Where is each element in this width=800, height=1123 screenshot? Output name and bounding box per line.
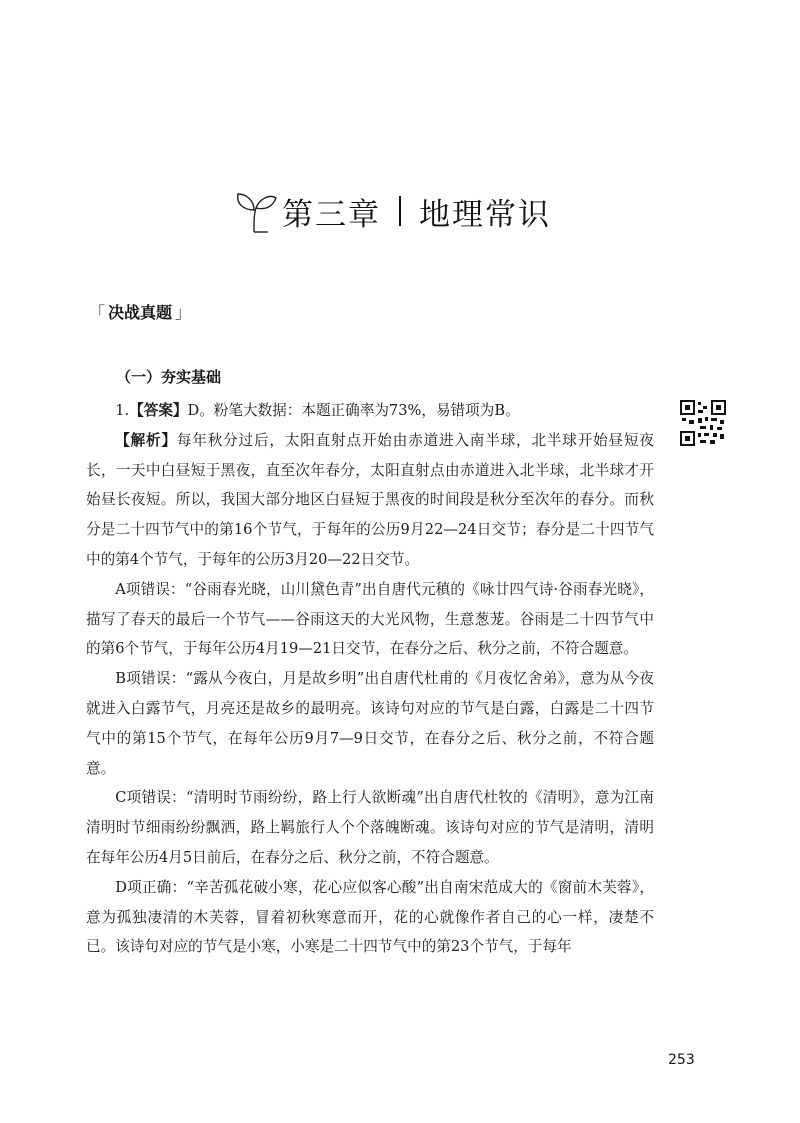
subsection-heading: （一）夯实基础 <box>116 368 222 386</box>
chapter-name: 地理常识 <box>419 196 551 233</box>
option-c-paragraph: C项错误：“清明时节雨纷纷，路上行人欲断魂”出自唐代杜牧的《清明》，意为江南清明时节细雨纷纷飘洒，路上羁旅行人个个落魄断魂。该诗句对应的节气是清明，清明在每年公历4月5日前后，在春分之后、秋分之前，不符合题意。 <box>86 789 654 866</box>
option-a-paragraph: A项错误：“谷雨春光晓，山川黛色青”出自唐代元稹的《咏廿四气诗·谷雨春光晓》，描写了春天的最后一个节气——谷雨这天的大光风物，生意葱茏。谷雨是二十四节气中的第6个节气，于每年公历4月19—21日交节，在春分之后、秋分之前，不符合题意。 <box>86 580 654 658</box>
question-body <box>86 396 654 962</box>
analysis-text: 每年秋分过后，太阳直射点开始由赤道进入南半球，北半球开始昼短夜长，一天中白昼短于黑夜，直至次年春分，太阳直射点由赤道进入北半球，北半球才开始昼长夜短。所以，我国大部分地区白昼短于黑夜的时间段是秋分至次年的春分。而秋分是二十四节气中的第16个节气，于每年的公历9月22—24日交节；春分是二十四节气中的第4个节气，于每年的公历3月20—22日交节。 <box>86 431 654 568</box>
answer-text: D。粉笔大数据：本题正确率为73%，易错项为B。 <box>187 402 520 419</box>
analysis-paragraph <box>86 426 654 575</box>
chapter-title <box>232 176 632 246</box>
section-label: 决战真题 <box>108 303 173 322</box>
page-number: 253 <box>668 1052 695 1068</box>
analysis-tag: 【解析】 <box>115 431 177 449</box>
chapter-number: 第三章 <box>282 196 381 233</box>
qr-code-icon <box>680 400 726 446</box>
option-d-paragraph: D项正确：“辛苦孤花破小寒，花心应似客心酸”出自南宋范成大的《窗前木芙蓉》，意为孤独凄清的木芙蓉，冒着初秋寒意而开，花的心就像作者自己的心一样，凄楚不已。该诗句对应的节气是小寒，小寒是二十四节气中的第23个节气，于每年 <box>86 878 654 956</box>
sprout-icon <box>232 186 278 236</box>
section-heading: 「 决战真题 」 <box>89 303 192 322</box>
answer-line <box>86 396 654 426</box>
answer-tag: 【答案】 <box>129 402 188 419</box>
option-b-paragraph: B项错误：“露从今夜白，月是故乡明”出自唐代杜甫的《月夜忆舍弟》，意为从今夜就进入白露节气，月亮还是故乡的最明亮。该诗句对应的节气是白露，白露是二十四节气中的第15个节气，在每年公历9月7—9日交节，在春分之后、秋分之前，不符合题意。 <box>86 670 654 777</box>
question-number: 1. <box>115 402 130 419</box>
title-divider <box>399 196 401 226</box>
